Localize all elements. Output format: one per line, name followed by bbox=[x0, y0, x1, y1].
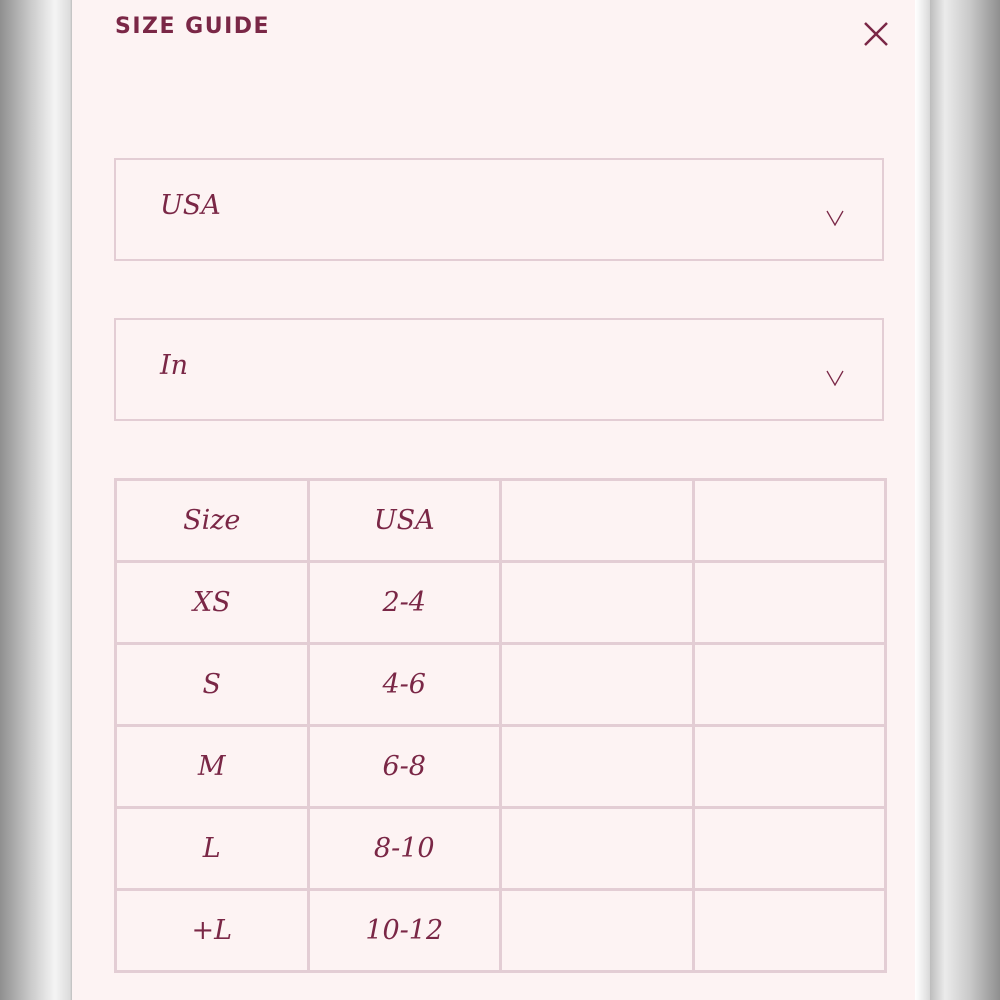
usa-cell: 6-8 bbox=[308, 726, 501, 808]
region-select-value: USA bbox=[160, 190, 221, 221]
size-cell: M bbox=[116, 726, 309, 808]
region-select[interactable] bbox=[114, 158, 884, 261]
chevron-down-icon bbox=[826, 370, 844, 386]
empty-cell bbox=[501, 562, 694, 644]
table-row bbox=[116, 644, 886, 726]
usa-cell: 8-10 bbox=[308, 808, 501, 890]
panel-edge bbox=[915, 0, 930, 1000]
header-cell-size: Size bbox=[116, 480, 309, 562]
empty-cell bbox=[693, 890, 886, 972]
table-row bbox=[116, 562, 886, 644]
usa-cell: 2-4 bbox=[308, 562, 501, 644]
size-table bbox=[114, 478, 887, 973]
empty-cell bbox=[501, 890, 694, 972]
usa-cell: 10-12 bbox=[308, 890, 501, 972]
empty-cell bbox=[501, 808, 694, 890]
empty-cell bbox=[501, 726, 694, 808]
size-cell: +L bbox=[116, 890, 309, 972]
header-cell-empty bbox=[693, 480, 886, 562]
empty-cell bbox=[693, 644, 886, 726]
size-cell: XS bbox=[116, 562, 309, 644]
usa-cell: 4-6 bbox=[308, 644, 501, 726]
header-cell-usa: USA bbox=[308, 480, 501, 562]
table-row bbox=[116, 726, 886, 808]
empty-cell bbox=[693, 808, 886, 890]
table-header-row bbox=[116, 480, 886, 562]
close-icon bbox=[863, 21, 889, 47]
empty-cell bbox=[693, 562, 886, 644]
empty-cell bbox=[501, 644, 694, 726]
page-title: SIZE GUIDE bbox=[115, 14, 271, 39]
header-cell-empty bbox=[501, 480, 694, 562]
unit-select[interactable] bbox=[114, 318, 884, 421]
size-cell: L bbox=[116, 808, 309, 890]
chevron-down-icon bbox=[826, 210, 844, 226]
table-row bbox=[116, 808, 886, 890]
table-row bbox=[116, 890, 886, 972]
unit-select-value: In bbox=[160, 350, 189, 381]
empty-cell bbox=[693, 726, 886, 808]
close-button[interactable] bbox=[856, 14, 896, 54]
size-cell: S bbox=[116, 644, 309, 726]
